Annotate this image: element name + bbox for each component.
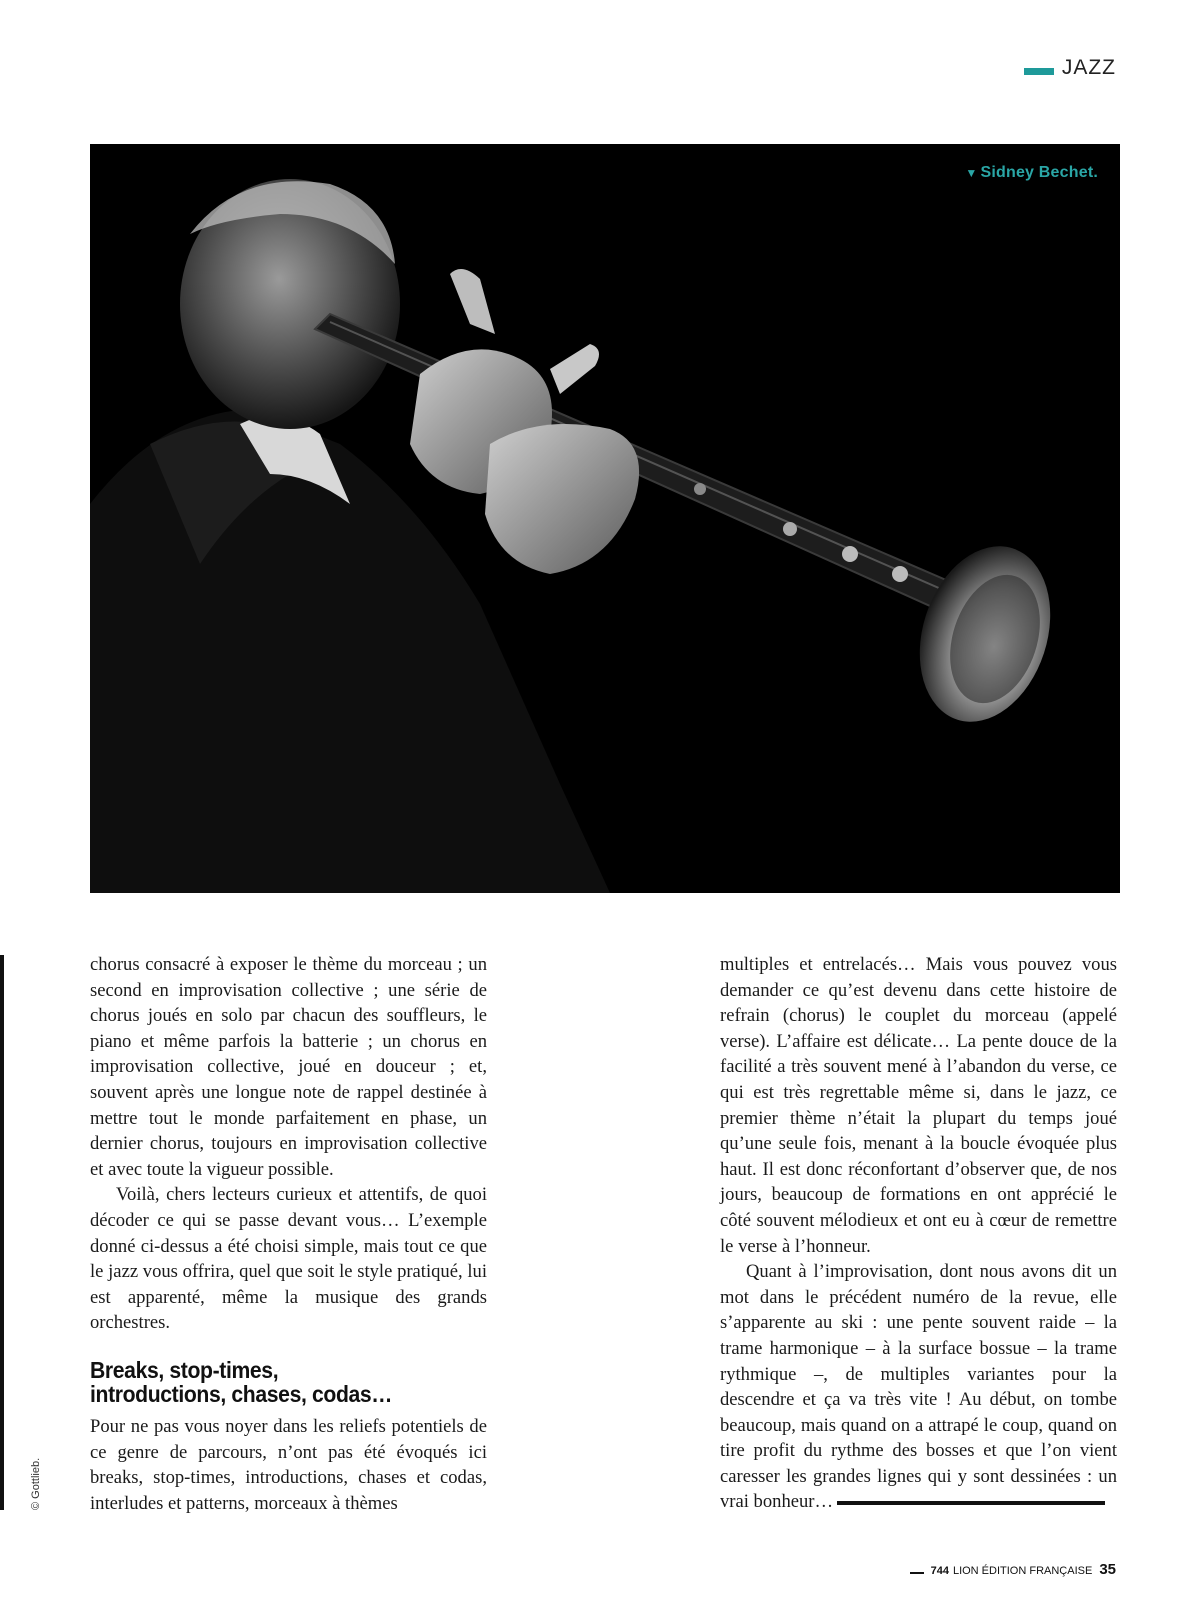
paragraph: Voilà, chers lecteurs curieux et attentifs, de quoi décoder ce qui se passe devant vous… L’exemple donné ci-dessus a été choisi simple, mais tout ce que le jazz vous offrira, quel que soit le style pratiqué, lui est apparenté, même la musique des grands orchestres. [90, 1184, 487, 1334]
issue-number: 744 [930, 1565, 949, 1577]
photo-sidney-bechet [90, 144, 1120, 893]
subheading: Breaks, stop-times, introductions, chases, codas… [90, 1356, 393, 1407]
footer-dash [910, 1572, 924, 1574]
caption-triangle-icon: ▼ [965, 166, 978, 180]
section-label: JAZZ [1061, 56, 1116, 79]
photo-illustration [90, 144, 1120, 893]
photo-caption: ▼ Sidney Bechet. [965, 164, 1098, 181]
end-of-article-rule [837, 1501, 1105, 1505]
photo-credit: © Gottlieb. [30, 1457, 42, 1510]
section-accent-bar [1024, 68, 1054, 75]
page-footer [910, 1561, 1116, 1578]
paragraph: Quant à l’improvisation, dont nous avons dit un mot dans le précédent numéro de la revue, elle s’apparente au ski : une pente souvent raide – la trame harmonique – à la surface bossue – la trame rythmique –, de multiples variantes pour la descendre et ça va très vite ! Au début, on tombe beaucoup, mais quand on a attrapé le coup, quand on tire profit du rythme des bosses et que l’on vient caresser les grandes lignes qui y sont dessinées : un vrai bonheur… [720, 1261, 1117, 1513]
paragraph: Pour ne pas vous noyer dans les reliefs potentiels de ce genre de parcours, n’ont pas été évoqués ici breaks, stop-times, introductions, chases et codas, interludes et patterns, morceaux à thèmes [90, 1415, 487, 1514]
publication-name: LION ÉDITION FRANÇAISE [952, 1565, 1093, 1577]
paragraph: multiples et entrelacés… Mais vous pouvez vous demander ce qu’est devenu dans cette histoire de refrain (chorus) le couplet du morceau (appelé verse). L’affaire est délicate… La pente douce de la facilité a très souvent mené à l’abandon du verse, ce qui est très regrettable même si, dans le jazz, ce premier thème n’était la plupart du temps joué qu’une seule fois, menant à la boucle évoquée plus haut. Il est donc réconfortant d’observer que, de nos jours, beaucoup de formations en ont apprécié le côté souvent mélodieux et ont eu à cœur de remettre le verse à l’honneur. [720, 954, 1117, 1257]
paragraph: chorus consacré à exposer le thème du morceau ; un second en improvisation collective ; une série de chorus joués en solo par chacun des souffleurs, le piano et même parfois la batterie ; un chorus en improvisation collective, joué en douceur ; et, souvent après une longue note de rappel destinée à mettre tout le monde parfaitement en phase, un dernier chorus, toujours en improvisation collective et avec toute la vigueur possible. [90, 954, 487, 1180]
text-column-left [90, 952, 487, 1516]
page-number: 35 [1099, 1561, 1116, 1578]
section-tag [1024, 56, 1116, 80]
text-column-right [720, 952, 1117, 1515]
left-margin-rule [0, 955, 4, 1510]
